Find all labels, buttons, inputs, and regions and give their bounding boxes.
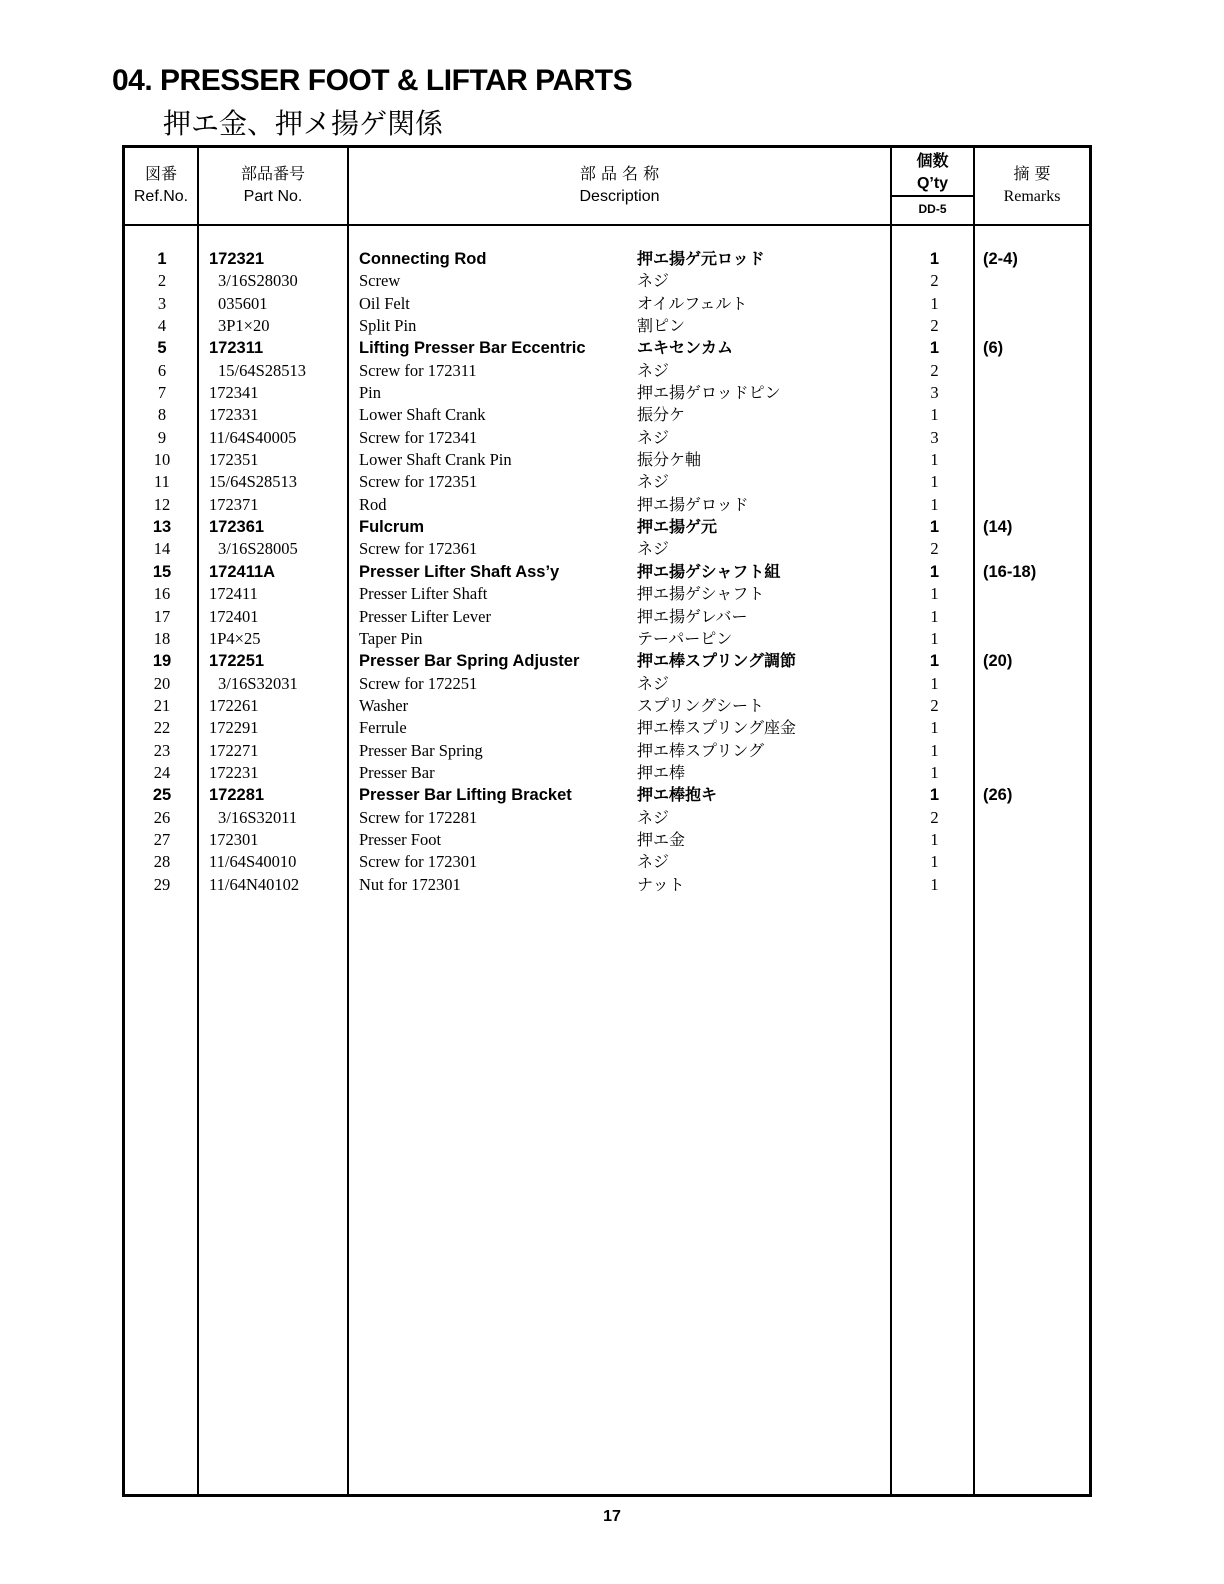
header-ref: 図番 Ref.No. — [133, 164, 189, 205]
description-japanese: 押エ揚ゲロッドピン — [637, 383, 781, 403]
description: Fulcrum — [359, 518, 425, 537]
description: Presser Bar Lifting Bracket — [359, 786, 572, 805]
ref-no: 20 — [153, 673, 171, 693]
ref-no: 13 — [152, 518, 172, 537]
part-no: 172331 — [209, 405, 259, 425]
ref-no: 26 — [153, 807, 171, 827]
table-row — [125, 337, 1095, 359]
ref-no: 2 — [157, 271, 167, 291]
table-row — [125, 829, 1095, 851]
ref-no: 25 — [152, 786, 172, 805]
description-japanese: ナット — [637, 874, 685, 894]
quantity: 2 — [930, 360, 939, 380]
table-row — [125, 784, 1095, 806]
description-japanese: 押エ金 — [637, 829, 686, 849]
table-row — [125, 628, 1095, 650]
description: Presser Foot — [359, 829, 442, 849]
header-remarks: 摘 要 Remarks — [1003, 164, 1061, 205]
table-row — [125, 851, 1095, 873]
ref-no: 10 — [153, 450, 171, 470]
quantity: 1 — [930, 852, 939, 872]
description: Screw for 172351 — [359, 472, 478, 492]
table-row — [125, 248, 1095, 270]
quantity: 1 — [930, 829, 939, 849]
quantity: 1 — [930, 673, 939, 693]
table-row — [125, 315, 1095, 337]
quantity: 1 — [930, 293, 939, 313]
ref-no: 5 — [157, 339, 167, 358]
ref-no: 21 — [153, 695, 171, 715]
part-no: 15/64S28513 — [218, 360, 307, 380]
ref-no: 23 — [153, 740, 171, 760]
header-description: 部 品 名 称 Description — [579, 164, 660, 205]
description: Screw for 172301 — [359, 852, 478, 872]
ref-no: 28 — [153, 852, 171, 872]
description-japanese: 押エ揚ゲシャフト — [637, 584, 765, 604]
part-no: 3/16S32031 — [218, 673, 298, 693]
description: Connecting Rod — [359, 250, 487, 268]
description-japanese: 押エ棒 — [637, 762, 686, 782]
ref-no: 1 — [157, 250, 167, 268]
page-title-japanese: 押エ金、押メ揚ゲ関係 — [163, 107, 444, 140]
table-row — [125, 740, 1095, 762]
description-japanese: ネジ — [637, 427, 670, 447]
description-japanese: ネジ — [637, 360, 670, 380]
part-no: 172411 — [209, 584, 258, 604]
description-japanese: オイルフェルト — [637, 293, 748, 313]
part-no: 172261 — [209, 695, 259, 715]
description: Screw for 172281 — [359, 807, 478, 827]
quantity: 1 — [930, 606, 939, 626]
parts-table — [122, 145, 1092, 1497]
ref-no: 4 — [157, 316, 167, 336]
remarks: (2-4) — [983, 250, 1018, 268]
ref-no: 22 — [153, 718, 171, 738]
description-japanese: 押エ揚ゲレバー — [637, 606, 748, 626]
page-number: 17 — [603, 1508, 621, 1525]
ref-no: 8 — [157, 405, 167, 425]
table-row — [125, 449, 1095, 471]
parts-rows — [125, 248, 1095, 896]
description-japanese: ネジ — [637, 539, 670, 559]
table-row — [125, 762, 1095, 784]
part-no: 1P4×25 — [209, 628, 261, 648]
header-qty-model: DD-5 — [918, 202, 947, 216]
table-row — [125, 673, 1095, 695]
quantity: 1 — [929, 652, 940, 671]
quantity: 3 — [930, 383, 939, 403]
description: Lower Shaft Crank Pin — [359, 450, 512, 470]
ref-no: 7 — [157, 383, 167, 403]
header-divider — [125, 224, 1089, 226]
description-japanese: 押エ棒抱キ — [637, 785, 718, 805]
ref-no: 29 — [153, 874, 171, 894]
header-part-no: 部品番号 Part No. — [240, 164, 305, 205]
part-no: 172321 — [209, 250, 265, 268]
quantity: 1 — [930, 740, 939, 760]
description-japanese: 押エ棒スプリング座金 — [637, 718, 797, 738]
ref-no: 14 — [153, 539, 171, 559]
description: Presser Bar — [359, 762, 435, 782]
quantity: 1 — [929, 518, 940, 537]
description: Presser Lifter Shaft Ass’y — [359, 562, 560, 581]
ref-no: 11 — [154, 472, 170, 492]
description: Nut for 172301 — [359, 874, 461, 894]
description: Presser Lifter Lever — [359, 606, 491, 626]
description: Washer — [359, 695, 409, 715]
description: Oil Felt — [359, 293, 410, 313]
table-row — [125, 293, 1095, 315]
description-japanese: エキセンカム — [637, 338, 734, 358]
description-japanese: 押エ揚ゲ元ロッド — [637, 249, 765, 268]
description: Presser Lifter Shaft — [359, 584, 488, 604]
ref-no: 19 — [152, 652, 172, 671]
quantity: 1 — [930, 874, 939, 894]
description-japanese: 振分ケ — [637, 405, 686, 425]
ref-no: 27 — [153, 829, 171, 849]
part-no: 172301 — [209, 829, 259, 849]
description: Taper Pin — [359, 628, 423, 648]
description-japanese: 割ピン — [637, 316, 686, 336]
table-row — [125, 874, 1095, 896]
description: Screw for 172341 — [359, 427, 478, 447]
quantity: 1 — [930, 472, 939, 492]
description-japanese: 押エ棒スプリング調節 — [637, 651, 797, 671]
ref-no: 16 — [153, 584, 171, 604]
part-no: 3/16S32011 — [218, 807, 298, 827]
quantity: 2 — [930, 695, 939, 715]
part-no: 11/64N40102 — [209, 874, 300, 894]
description-japanese: ネジ — [637, 271, 670, 291]
remarks: (26) — [983, 786, 1013, 805]
part-no: 172311 — [209, 339, 264, 358]
description: Screw for 172311 — [359, 360, 477, 380]
quantity: 2 — [930, 271, 939, 291]
table-row — [125, 494, 1095, 516]
table-row — [125, 650, 1095, 672]
description: Lifting Presser Bar Eccentric — [359, 339, 586, 358]
quantity: 2 — [930, 539, 939, 559]
remarks: (14) — [983, 518, 1013, 537]
quantity: 3 — [930, 427, 939, 447]
table-row — [125, 561, 1095, 583]
ref-no: 24 — [153, 762, 171, 782]
quantity: 2 — [930, 316, 939, 336]
table-row — [125, 695, 1095, 717]
part-no: 3P1×20 — [218, 316, 270, 336]
description: Pin — [359, 383, 382, 403]
part-no: 11/64S40005 — [209, 427, 297, 447]
ref-no: 12 — [153, 494, 171, 514]
remarks: (16-18) — [983, 562, 1037, 581]
description: Rod — [359, 494, 387, 514]
ref-no: 17 — [153, 606, 171, 626]
quantity: 1 — [929, 250, 940, 268]
description-japanese: 振分ケ軸 — [637, 450, 702, 470]
part-no: 172401 — [209, 606, 259, 626]
part-no: 15/64S28513 — [209, 472, 298, 492]
quantity: 1 — [930, 450, 939, 470]
description: Presser Bar Spring Adjuster — [359, 652, 580, 671]
quantity: 1 — [930, 584, 939, 604]
ref-no: 9 — [157, 427, 167, 447]
quantity: 1 — [930, 494, 939, 514]
description-japanese: スプリングシート — [637, 695, 765, 715]
quantity: 1 — [929, 339, 940, 358]
description: Screw — [359, 271, 401, 291]
description-japanese: 押エ棒スプリング — [637, 740, 765, 760]
part-no: 172271 — [209, 740, 259, 760]
description: Screw for 172361 — [359, 539, 478, 559]
quantity: 1 — [930, 405, 939, 425]
table-row — [125, 516, 1095, 538]
table-row — [125, 606, 1095, 628]
description-japanese: テーパーピン — [637, 628, 733, 648]
part-no: 172251 — [209, 652, 265, 671]
quantity: 1 — [930, 628, 939, 648]
part-no: 172341 — [209, 383, 259, 403]
description-japanese: ネジ — [637, 472, 670, 492]
table-row — [125, 583, 1095, 605]
part-no: 172361 — [209, 518, 265, 537]
part-no: 172281 — [209, 786, 265, 805]
part-no: 172371 — [209, 494, 259, 514]
description-japanese: 押エ揚ゲロッド — [637, 494, 749, 514]
description: Ferrule — [359, 718, 407, 738]
quantity: 1 — [929, 562, 940, 581]
table-row — [125, 382, 1095, 404]
description-japanese: ネジ — [637, 673, 670, 693]
part-no: 3/16S28030 — [218, 271, 298, 291]
table-row — [125, 427, 1095, 449]
description: Presser Bar Spring — [359, 740, 483, 760]
description-japanese: ネジ — [637, 807, 670, 827]
remarks: (20) — [983, 652, 1013, 671]
remarks: (6) — [983, 339, 1004, 358]
table-row — [125, 404, 1095, 426]
part-no: 11/64S40010 — [209, 852, 297, 872]
quantity: 2 — [930, 807, 939, 827]
part-no: 3/16S28005 — [218, 539, 298, 559]
table-row — [125, 717, 1095, 739]
quantity: 1 — [930, 718, 939, 738]
page-title: 04. PRESSER FOOT & LIFTAR PARTS — [112, 64, 633, 97]
quantity: 1 — [930, 762, 939, 782]
part-no: 035601 — [218, 293, 268, 313]
description: Split Pin — [359, 316, 417, 336]
ref-no: 18 — [153, 628, 171, 648]
description-japanese: 押エ揚ゲ元 — [637, 517, 718, 537]
ref-no: 15 — [152, 562, 172, 581]
description: Screw for 172251 — [359, 673, 478, 693]
part-no: 172291 — [209, 718, 259, 738]
description: Lower Shaft Crank — [359, 405, 486, 425]
table-row — [125, 807, 1095, 829]
quantity: 1 — [929, 786, 940, 805]
part-no: 172351 — [209, 450, 259, 470]
table-row — [125, 270, 1095, 292]
part-no: 172411A — [209, 562, 276, 581]
description-japanese: ネジ — [637, 852, 670, 872]
ref-no: 6 — [157, 360, 167, 380]
table-row — [125, 471, 1095, 493]
ref-no: 3 — [157, 293, 167, 313]
description-japanese: 押エ揚ゲシャフト組 — [637, 561, 781, 581]
part-no: 172231 — [209, 762, 259, 782]
table-row — [125, 360, 1095, 382]
header-qty: 個数 Q’ty — [916, 151, 949, 192]
qty-subdivider — [890, 195, 973, 197]
table-row — [125, 538, 1095, 560]
